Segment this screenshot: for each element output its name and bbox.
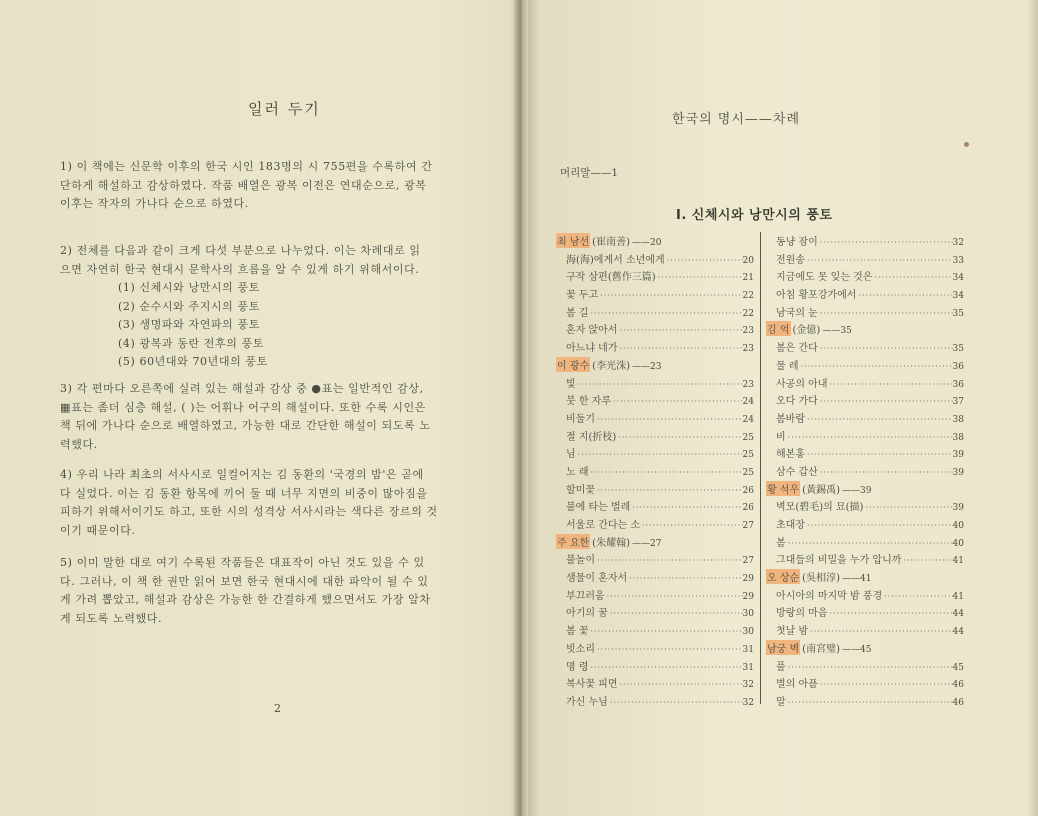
book-gutter (514, 0, 528, 816)
toc-poem-entry (556, 498, 754, 516)
poet-page: ——23 (631, 361, 662, 372)
poem-page: 45 (952, 662, 964, 673)
page-edge (1028, 0, 1038, 816)
dot-leader (818, 309, 953, 318)
poem-page: 29 (742, 591, 754, 602)
dot-leader (576, 380, 743, 389)
note-paragraph-3 (60, 380, 486, 454)
poem-page: 31 (742, 644, 754, 655)
part-list-item: (4) 광복과 동란 전후의 풍토 (118, 336, 265, 350)
poem-title: 님 (566, 449, 576, 461)
poem-page: 30 (742, 609, 754, 620)
poem-page: 39 (952, 503, 964, 514)
dot-leader (786, 698, 953, 707)
poem-page: 25 (742, 432, 754, 443)
poem-title: 노 래 (566, 466, 589, 478)
toc-poem-entry (766, 693, 964, 711)
text-line: 이기 때문이다. (60, 523, 136, 537)
poem-title: 동냥 잠이 (776, 237, 818, 248)
poem-page: 25 (742, 450, 754, 461)
toc-poem-entry (556, 693, 754, 711)
poem-page: 39 (952, 467, 964, 478)
toc-column-left (556, 233, 754, 711)
column-divider (760, 232, 761, 704)
dot-leader (863, 503, 952, 512)
poet-page: ——20 (631, 238, 662, 248)
toc-poem-entry (556, 569, 754, 587)
poem-page: 31 (742, 662, 754, 673)
part-list-item: (3) 생명파와 자연파의 풍토 (118, 318, 260, 331)
poem-page: 36 (952, 361, 964, 372)
toc-poem-entry (556, 286, 754, 304)
poet-page: ——41 (841, 574, 872, 585)
dot-leader (882, 592, 952, 601)
toc-poem-entry (556, 551, 754, 569)
toc-poem-entry (766, 410, 964, 428)
part-list-item: (2) 순수시와 주지시의 풍토 (118, 299, 260, 313)
dot-leader (818, 468, 953, 477)
dot-leader (595, 556, 743, 565)
poem-title: 부끄러움 (566, 590, 605, 602)
poet-hanja: (吳相淳) (802, 573, 840, 585)
toc-poem-entry (766, 339, 964, 357)
poem-title: 사공의 아내 (776, 378, 828, 390)
poem-page: 22 (742, 308, 754, 319)
poem-title: 아침 황포강가에서 (776, 290, 857, 302)
poet-name: 주 요한 (556, 534, 590, 549)
dot-leader (856, 291, 952, 300)
poem-title: 봄은 간다 (776, 343, 818, 355)
poem-title: 봄 길 (566, 307, 589, 319)
dot-leader (805, 256, 953, 265)
poem-title: 지금에도 못 잊는 것은 (776, 272, 873, 284)
toc-poem-entry (556, 304, 754, 322)
dot-leader (617, 680, 742, 689)
dot-leader (656, 273, 743, 282)
dot-leader (818, 397, 953, 406)
poem-page: 24 (742, 397, 754, 408)
poem-page: 29 (742, 574, 754, 585)
toc-poem-entry (556, 658, 754, 676)
poem-title: 혼자 앉아서 (566, 325, 618, 337)
poem-title: 명 령 (566, 661, 589, 673)
dot-leader (627, 574, 742, 583)
poem-page: 27 (742, 556, 754, 567)
toc-poem-entry (766, 516, 964, 534)
text-line: 게 되도록 노력했다. (60, 611, 163, 625)
poem-title: 말 (776, 696, 786, 708)
text-line: 이후는 작자의 가나다 순으로 하였다. (60, 197, 249, 210)
poem-page: 34 (952, 273, 964, 284)
toc-poem-entry (556, 410, 754, 428)
dot-leader (598, 291, 742, 300)
text-line: 단하게 해설하고 감상하였다. 작품 배열은 광복 이전은 연대순으로, 광복 (60, 178, 427, 192)
dot-leader (605, 592, 743, 601)
dot-leader (640, 521, 743, 530)
poem-title: 해본홍 (776, 449, 805, 461)
toc-poem-entry (766, 445, 964, 463)
toc-poem-entry (556, 375, 754, 393)
part-list-item: (1) 신체시와 낭만시의 풍토 (118, 281, 260, 294)
toc-poem-entry (556, 428, 754, 446)
poem-title: 붓 한 자루 (566, 396, 611, 408)
toc-poem-entry (766, 534, 964, 552)
poem-page: 32 (952, 238, 964, 248)
text-line: 력했다. (60, 437, 98, 451)
toc-poem-entry (766, 304, 964, 322)
text-line: 3) 각 편마다 오른쪽에 실려 있는 해설과 감상 중 ●표는 일반적인 감상, (60, 382, 424, 395)
toc-poem-entry (766, 604, 964, 622)
poet-name: 최 남선 (556, 233, 590, 248)
poem-title: 물 레 (776, 360, 799, 372)
poem-page: 21 (742, 273, 754, 284)
toc-poem-entry (556, 321, 754, 339)
poem-title: 할미꽃 (566, 484, 595, 496)
poet-hanja: (崔南善) (592, 237, 630, 248)
poem-page: 44 (952, 609, 964, 620)
poem-title: 빗소리 (566, 643, 595, 655)
dot-leader (827, 380, 952, 389)
dot-leader (595, 645, 743, 654)
dot-leader (786, 433, 953, 442)
dot-leader (589, 309, 743, 318)
poem-page: 34 (952, 291, 964, 302)
dot-leader (617, 326, 742, 335)
poem-title: 가신 누님 (566, 696, 608, 708)
toc-poem-entry (556, 516, 754, 534)
poem-title: 샘물이 혼자서 (566, 573, 628, 585)
dot-leader (818, 238, 953, 247)
poet-hanja: (金億) (792, 325, 821, 337)
poem-page: 37 (952, 397, 964, 408)
poet-page: ——39 (841, 485, 872, 496)
poem-page: 38 (952, 432, 964, 443)
poem-page: 26 (742, 485, 754, 496)
toc-poem-entry (766, 587, 964, 605)
toc-poem-entry (556, 251, 754, 269)
poem-title: 초대장 (776, 520, 805, 531)
toc-poem-entry (766, 268, 964, 286)
text-line: 다. 그러나, 이 책 한 권만 읽어 보면 한국 현대시에 대한 파악이 될 수 있 (60, 574, 429, 588)
dot-leader (608, 698, 743, 707)
poem-title: 방랑의 마음 (776, 608, 828, 620)
toc-poem-entry (556, 675, 754, 693)
dot-leader (665, 256, 743, 265)
toc-poem-entry (556, 445, 754, 463)
dot-leader (818, 344, 953, 353)
dot-leader (827, 609, 952, 618)
page-number: 2 (274, 702, 281, 715)
poem-page: 25 (742, 467, 754, 478)
poem-page: 32 (742, 680, 754, 691)
dot-leader (608, 609, 743, 618)
toc-poem-entry (556, 481, 754, 499)
poem-title: 첫날 밤 (776, 626, 809, 638)
toc-poem-entry (766, 392, 964, 410)
dot-leader (617, 344, 742, 353)
poem-title: 구작 삼편(舊作三篇) (566, 272, 656, 284)
poet-hanja: (朱耀翰) (592, 537, 630, 549)
poem-title: 서울로 간다는 소 (566, 520, 640, 531)
poem-title: 아느냐 네가 (566, 343, 618, 355)
dot-leader (786, 539, 953, 548)
poem-page: 23 (742, 379, 754, 390)
poet-hanja: (黃錫禹) (802, 484, 840, 496)
poem-title: 불놀이 (566, 555, 595, 567)
dot-leader (805, 415, 953, 424)
dot-leader (589, 663, 743, 672)
poem-page: 46 (952, 697, 964, 708)
poem-page: 40 (952, 521, 964, 531)
dot-leader (576, 450, 743, 459)
poet-name: 황 석우 (766, 481, 800, 496)
text-line: 책 뒤에 가나다 순으로 배열하였고, 가능한 대로 간단한 해설이 되도록 노 (60, 419, 431, 432)
page-title: 일러 두기 (248, 100, 321, 118)
poem-title: 빛 (566, 378, 576, 390)
toc-poet-entry (766, 481, 964, 499)
toc-poem-entry (766, 551, 964, 569)
toc-poem-entry (766, 463, 964, 481)
poet-name: 김 억 (766, 321, 791, 336)
dot-leader (595, 415, 743, 424)
poem-page: 44 (952, 627, 964, 638)
dot-leader (589, 627, 743, 636)
poem-page: 27 (742, 521, 754, 531)
poem-title: 복사꽃 피면 (566, 679, 618, 691)
toc-intro: 머리말——1 (560, 167, 619, 179)
toc-poem-entry (556, 268, 754, 286)
text-line: ▦표는 좀더 심층 해설, ( )는 어휘나 어구의 해설이다. 또한 수록 시인은 (60, 400, 426, 414)
toc-poet-entry (556, 233, 754, 251)
toc-poem-entry (556, 622, 754, 640)
poem-page: 41 (952, 591, 964, 602)
text-line: 으면 자연히 한국 현대시 문학사의 흐름을 알 수 있게 하기 위해서이다. (60, 262, 420, 276)
poem-title: 풀 (776, 661, 786, 673)
note-paragraph-4 (60, 466, 486, 540)
dot-leader (595, 486, 743, 495)
toc-poem-entry (766, 286, 964, 304)
dot-leader (872, 273, 952, 282)
poem-page: 24 (742, 414, 754, 425)
text-line: 피하기 위해서이기도 하고, 또한 시의 성격상 서사시라는 색다른 장르의 것 (60, 505, 438, 518)
toc-poet-entry (766, 569, 964, 587)
poem-title: 오다 가다 (776, 396, 818, 408)
toc-poem-entry (766, 357, 964, 375)
poem-page: 30 (742, 627, 754, 638)
poem-page: 41 (952, 556, 964, 567)
poem-page: 22 (742, 291, 754, 302)
toc-poem-entry (766, 251, 964, 269)
poem-page: 38 (952, 414, 964, 425)
part-list-item: (5) 60년대와 70년대의 풍토 (118, 355, 268, 368)
toc-poem-entry (556, 587, 754, 605)
toc-poem-entry (556, 339, 754, 357)
poem-page: 23 (742, 326, 754, 337)
poet-name: 남궁 벽 (766, 640, 800, 655)
toc-poem-entry (766, 233, 964, 251)
poet-page: ——45 (841, 644, 872, 655)
dot-leader (616, 433, 742, 442)
poem-title: 절 지(折枝) (566, 431, 617, 443)
poem-page: 23 (742, 344, 754, 355)
dot-leader (901, 556, 952, 565)
toc-poem-entry (766, 658, 964, 676)
dot-leader (630, 503, 742, 512)
poet-hanja: (南宮璧) (802, 643, 840, 655)
poet-page: ——35 (822, 326, 852, 337)
text-line: 게 가려 뽑았고, 해설과 감상은 가능한 한 간결하게 했으면서도 가장 알차 (60, 593, 431, 606)
poem-title: 남국의 눈 (776, 307, 818, 319)
poem-title: 봄바람 (776, 413, 805, 425)
poem-page: 39 (952, 450, 964, 461)
poem-page: 35 (952, 344, 964, 355)
text-line: 2) 전체를 다음과 같이 크게 다섯 부분으로 나누었다. 이는 차례대로 읽 (60, 244, 421, 257)
toc-poem-entry (556, 604, 754, 622)
note-paragraph-5 (60, 554, 486, 628)
text-line: 다 실었다. 이는 김 동환 항목에 끼어 둘 때 너무 지면의 비중이 많아짐을 (60, 486, 428, 500)
poem-title: 비둘기 (566, 413, 595, 425)
toc-poem-entry (766, 428, 964, 446)
toc-poem-entry (556, 463, 754, 481)
ink-spot (964, 142, 969, 147)
poem-title: 봄 (776, 537, 786, 549)
poem-title: 그대들의 비밀을 누가 압니까 (776, 555, 902, 567)
toc-poem-entry (766, 498, 964, 516)
poem-page: 32 (742, 697, 754, 708)
poem-page: 20 (742, 255, 754, 266)
dot-leader (589, 468, 743, 477)
text-line: 1) 이 책에는 신문학 이후의 한국 시인 183명의 시 755편을 수록하여 간 (60, 160, 433, 173)
poem-title: 전원송 (776, 254, 805, 266)
poem-page: 26 (742, 503, 754, 514)
dot-leader (611, 397, 743, 406)
toc-poet-entry (766, 321, 964, 339)
toc-poem-entry (766, 675, 964, 693)
poem-title: 불에 타는 벌레 (566, 502, 631, 514)
toc-poet-entry (556, 357, 754, 375)
toc-poem-entry (556, 640, 754, 658)
poem-page: 35 (952, 308, 964, 319)
toc-poem-entry (766, 622, 964, 640)
toc-poet-entry (766, 640, 964, 658)
dot-leader (786, 663, 953, 672)
poet-name: 오 상순 (766, 569, 800, 584)
section-heading: I. 신체시와 낭만시의 풍토 (676, 208, 833, 223)
poet-hanja: (李光洙) (592, 360, 630, 372)
poem-title: 봄 꽃 (566, 626, 589, 638)
poem-title: 꽃 두고 (566, 290, 599, 302)
poem-page: 33 (952, 255, 964, 266)
toc-poem-entry (766, 375, 964, 393)
dot-leader (805, 450, 953, 459)
toc-poem-entry (556, 392, 754, 410)
toc-title: 한국의 명시——차례 (672, 112, 801, 127)
poem-title: 아시아의 마지막 밤 풍경 (776, 590, 883, 602)
poem-page: 46 (952, 680, 964, 691)
dot-leader (808, 627, 952, 636)
note-paragraph-1 (60, 158, 486, 214)
note-paragraph-2 (60, 242, 486, 372)
poem-title: 별의 아픔 (776, 679, 818, 691)
poem-title: 삼수 갑산 (776, 466, 818, 478)
text-line: 5) 이미 말한 대로 여기 수록된 작품들은 대표작이 아닌 것도 있을 수 있 (60, 556, 425, 569)
poet-name: 이 광수 (556, 357, 590, 372)
poem-title: 비 (776, 431, 786, 443)
poem-title: 아기의 꿈 (566, 608, 608, 620)
toc-poet-entry (556, 534, 754, 552)
dot-leader (799, 362, 953, 371)
poem-title: 벽모(碧毛)의 묘(描) (776, 502, 864, 514)
text-line: 4) 우리 나라 최초의 서사시로 일컬어지는 김 동환의 '국경의 밤'은 곧에 (60, 468, 424, 481)
poet-page: ——27 (631, 538, 662, 549)
poem-page: 36 (952, 379, 964, 390)
poem-page: 40 (952, 538, 964, 549)
dot-leader (805, 521, 953, 530)
dot-leader (818, 680, 953, 689)
poem-title: 海(海)에게서 소년에게 (566, 254, 665, 266)
toc-column-right (766, 233, 964, 711)
